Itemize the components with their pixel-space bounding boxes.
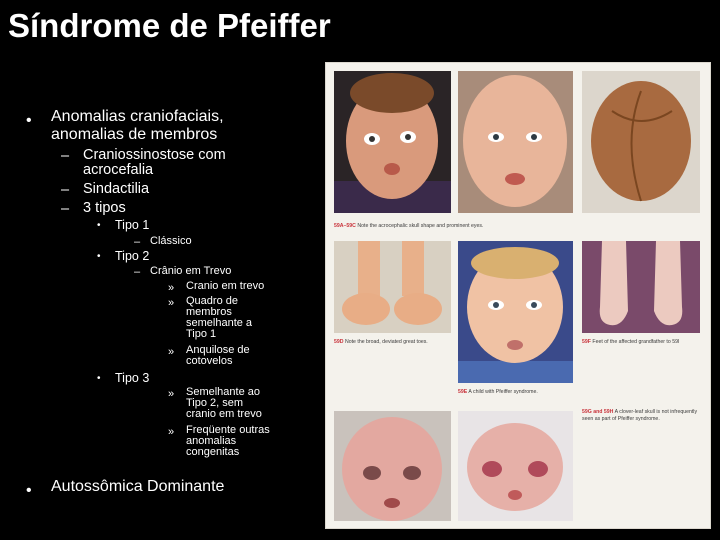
dash-marker: – bbox=[61, 182, 70, 198]
caption-59d bbox=[334, 339, 452, 346]
sub-3-tipos: 3 tipos bbox=[83, 200, 126, 216]
arrow-marker: » bbox=[168, 346, 175, 358]
caption-text: Note the acrocephalic skull shape and prominent eyes. bbox=[357, 223, 484, 229]
tipo-3: Tipo 3 bbox=[115, 371, 150, 385]
tipo-2: Tipo 2 bbox=[115, 249, 150, 263]
tipo-2-item-c-line2: cotovelos bbox=[186, 355, 233, 367]
tipo-2-item-b-line4: Tipo 1 bbox=[186, 328, 217, 340]
tipo-1-classico: Clássico bbox=[150, 235, 192, 247]
caption-id: 59D bbox=[334, 339, 344, 345]
photo-plate bbox=[325, 62, 711, 529]
tipo-2-item-a: Cranio em trevo bbox=[186, 280, 265, 292]
tipo-3-item-a-line3: cranio em trevo bbox=[186, 408, 262, 420]
caption-59e bbox=[458, 389, 576, 396]
photo-grandfather-feet bbox=[582, 241, 700, 333]
tipo-1: Tipo 1 bbox=[115, 218, 150, 232]
caption-id: 59E bbox=[458, 389, 468, 395]
dash-marker: – bbox=[134, 266, 141, 278]
bullet-dot: • bbox=[97, 373, 101, 384]
bullet-dot: • bbox=[26, 482, 32, 499]
slide-title: Síndrome de Pfeiffer bbox=[8, 7, 331, 44]
arrow-marker: » bbox=[168, 282, 175, 294]
bullet-anomalias-line1: Anomalias craniofaciais, bbox=[51, 108, 224, 125]
sub-sindactilia: Sindactilia bbox=[83, 181, 150, 197]
photo-child-feet bbox=[334, 241, 451, 333]
tipo-3-item-a-line1: Semelhante ao bbox=[186, 386, 260, 398]
arrow-marker: » bbox=[168, 426, 175, 438]
tipo-3-item-b-line2: anomalias bbox=[186, 435, 237, 447]
sub-craniossinostose-line2: acrocefalia bbox=[83, 162, 154, 178]
tipo-3-item-b-line3: congenitas bbox=[186, 446, 240, 458]
dash-marker: – bbox=[61, 201, 70, 217]
bullet-dot: • bbox=[97, 220, 101, 231]
caption-text: Feet of the affected grandfather to 59I bbox=[592, 339, 680, 345]
photo-child-profile bbox=[334, 71, 451, 213]
tipo-2-item-b-line3: semelhante a bbox=[186, 317, 253, 329]
caption-id: 59F bbox=[582, 339, 591, 345]
caption-text: Note the broad, deviated great toes. bbox=[344, 339, 428, 345]
caption-text: A child with Pfeiffer syndrome. bbox=[468, 389, 538, 395]
tipo-3-item-a-line2: Tipo 2, sem bbox=[186, 397, 244, 409]
caption-59g-59h bbox=[582, 409, 700, 422]
dash-marker: – bbox=[134, 236, 141, 248]
sub-craniossinostose-line1: Craniossinostose com bbox=[83, 147, 226, 163]
photo-cloverleaf-2 bbox=[458, 411, 573, 521]
caption-id: 59A–59C bbox=[334, 223, 356, 229]
bullet-anomalias-line2: anomalias de membros bbox=[51, 126, 218, 143]
dash-marker: – bbox=[61, 148, 70, 164]
tipo-2-item-c-line1: Anquilose de bbox=[186, 344, 250, 356]
arrow-marker: » bbox=[168, 388, 175, 400]
caption-59f bbox=[582, 339, 700, 346]
bullet-dot: • bbox=[26, 112, 32, 129]
caption-59a-59c bbox=[334, 223, 574, 230]
tipo-2-item-b-line2: membros bbox=[186, 306, 232, 318]
photo-child-top bbox=[582, 71, 700, 213]
tipo-2-item-b-line1: Quadro de bbox=[186, 295, 238, 307]
arrow-marker: » bbox=[168, 297, 175, 309]
tipo-3-item-b-line1: Freqüente outras bbox=[186, 424, 270, 436]
tipo-2-cranio-trevo: Crânio em Trevo bbox=[150, 265, 232, 277]
photo-cloverleaf-1 bbox=[334, 411, 451, 521]
bullet-autossomica: Autossômica Dominante bbox=[51, 478, 225, 495]
bullet-dot: • bbox=[97, 251, 101, 262]
caption-text: A clover-leaf skull is not infrequently seen as part of Pfeiffer syndrome. bbox=[582, 409, 698, 422]
photo-child-pfeiffer bbox=[458, 241, 573, 383]
photo-child-front bbox=[458, 71, 573, 213]
caption-id: 59G and 59H bbox=[582, 409, 614, 415]
